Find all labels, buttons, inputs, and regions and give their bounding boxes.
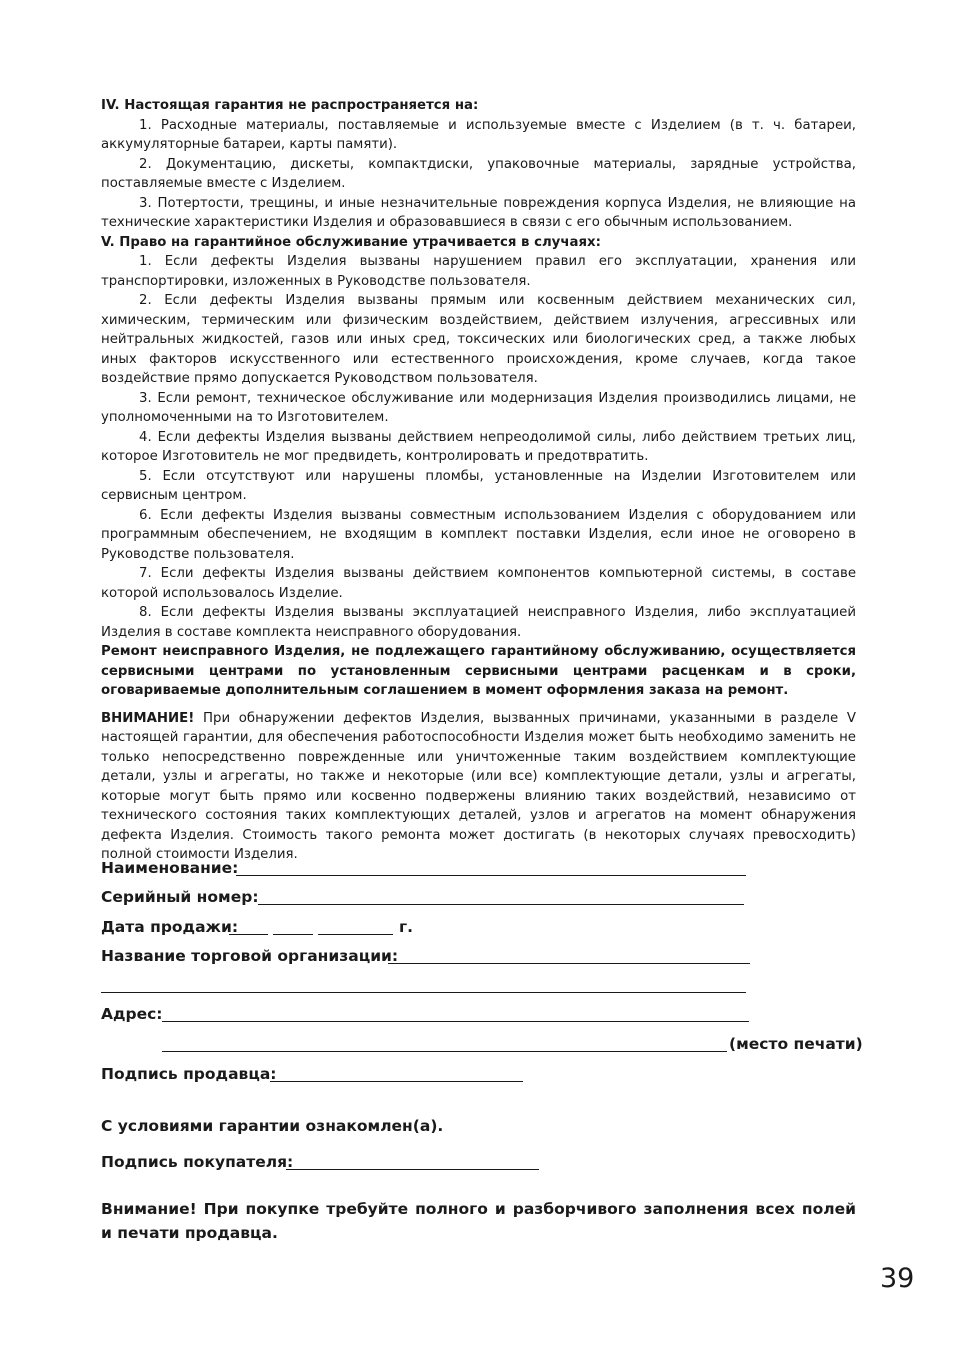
section-v-item-7: 7. Если дефекты Изделия вызваны действием компонентов компьютерной системы, в составе которой использовалось Изделие. [101, 566, 856, 601]
stamp-label: (место печати) [729, 1035, 863, 1053]
page-number: 39 [880, 1263, 915, 1294]
buyer-sign-line[interactable] [286, 1169, 539, 1170]
serial-field-line[interactable] [258, 904, 744, 905]
attention-label: ВНИМАНИЕ! [101, 710, 195, 726]
year-suffix: г. [399, 918, 413, 936]
section-iv-item-2: 2. Документацию, дискеты, компактдиски, упаковочные материалы, зарядные устройства, поставляемые вместе с Изделием. [101, 156, 856, 191]
section-v-item-8: 8. Если дефекты Изделия вызваны эксплуатацией неисправного Изделия, либо эксплуатацией Изделия в составе комплекта неисправного оборудования. [101, 605, 856, 640]
seller-sign-line[interactable] [270, 1081, 523, 1082]
org-label: Название торговой организации: [101, 947, 399, 965]
section-iv-item-1: 1. Расходные материалы, поставляемые и используемые вместе с Изделием (в т. ч. батареи, аккумуляторные батареи, карты памяти). [101, 117, 856, 152]
org-field-line-2[interactable] [101, 992, 746, 993]
name-field-line[interactable] [236, 875, 746, 876]
org-field-line[interactable] [388, 963, 750, 964]
date-year-line[interactable] [318, 934, 393, 935]
serial-label: Серийный номер: [101, 888, 259, 906]
section-v-item-5: 5. Если отсутствуют или нарушены пломбы, установленные на Изделии Изготовителем или сервисным центром. [101, 468, 856, 503]
section-v-heading: V. Право на гарантийное обслуживание утрачивается в случаях: [101, 234, 601, 250]
section-v-item-6: 6. Если дефекты Изделия вызваны совместным использованием Изделия с оборудованием или программным обеспечением, не входящим в комплект поставки Изделия, если иное не оговорено в Руководстве пользователя. [101, 507, 856, 562]
name-label: Наименование: [101, 859, 239, 877]
buyer-sign-label: Подпись покупателя: [101, 1153, 294, 1171]
attention-note [101, 709, 856, 865]
section-v-item-1: 1. Если дефекты Изделия вызваны нарушением правил его эксплуатации, хранения или транспортировки, изложенных в Руководстве пользователя. [101, 254, 856, 289]
section-iv-item-3: 3. Потертости, трещины, и иные незначительные повреждения корпуса Изделия, не влияющие на технические характеристики Изделия и образовавшиеся в связи с его обычным использованием. [101, 195, 856, 230]
date-month-line[interactable] [273, 934, 313, 935]
seller-sign-label: Подпись продавца: [101, 1065, 277, 1083]
section-iv-heading: IV. Настоящая гарантия не распространяется на: [101, 98, 479, 113]
repair-note: Ремонт неисправного Изделия, не подлежащего гарантийному обслуживанию, осуществляется сервисными центрами по установленным сервисными центрами расценкам и в сроки, оговариваемые дополнительным соглашением в момент оформления заказа на ремонт. [101, 644, 856, 698]
address-field-line-2[interactable] [162, 1051, 727, 1052]
attention-text: При обнаружении дефектов Изделия, вызванных причинами, указанными в разделе V настоящей гарантии, для обеспечения работоспособности Изделия может быть необходимо заменить не только непосредственно поврежденные или уничтоженные таким воздействием комплектующие детали, узлы и агрегаты, но также и некоторые (или все) комплектующие детали, узлы и агрегаты, которые могут быть прямо или косвенно подвержены влиянию таких воздействий, независимо от технического состояния таких комплектующих деталей, узлов и агрегатов на момент обнаружения дефекта Изделия. Стоимость такого ремонта может достигать (в некоторых случаях превосходить) полной стоимости Изделия. [101, 710, 856, 862]
date-day-line[interactable] [229, 934, 268, 935]
warranty-text [101, 96, 856, 865]
section-v-item-4: 4. Если дефекты Изделия вызваны действием непреодолимой силы, либо действием третьих лиц, которое Изготовитель не мог предвидеть, контролировать и предотвратить. [101, 429, 856, 464]
final-note: Внимание! При покупке требуйте полного и разборчивого заполнения всех полей и печати продавца. [101, 1200, 856, 1242]
section-v-item-2: 2. Если дефекты Изделия вызваны прямым или косвенным действием механических сил, химическим, термическим или физическим воздействием, действием излучения, агрессивных или нейтральных жидкостей, газов или иных сред, токсических или биологических сред, а также любых иных факторов искусственного или естественного происхождения, кроме случаев, когда такое воздействие прямо допускается Руководством пользователя. [101, 293, 856, 386]
date-label: Дата продажи: [101, 918, 239, 936]
section-v-item-3: 3. Если ремонт, техническое обслуживание или модернизация Изделия производились лицами, не уполномоченными на то Изготовителем. [101, 390, 856, 425]
address-field-line[interactable] [162, 1021, 749, 1022]
address-label: Адрес: [101, 1005, 163, 1023]
acknowledged-text: С условиями гарантии ознакомлен(а). [101, 1117, 444, 1135]
